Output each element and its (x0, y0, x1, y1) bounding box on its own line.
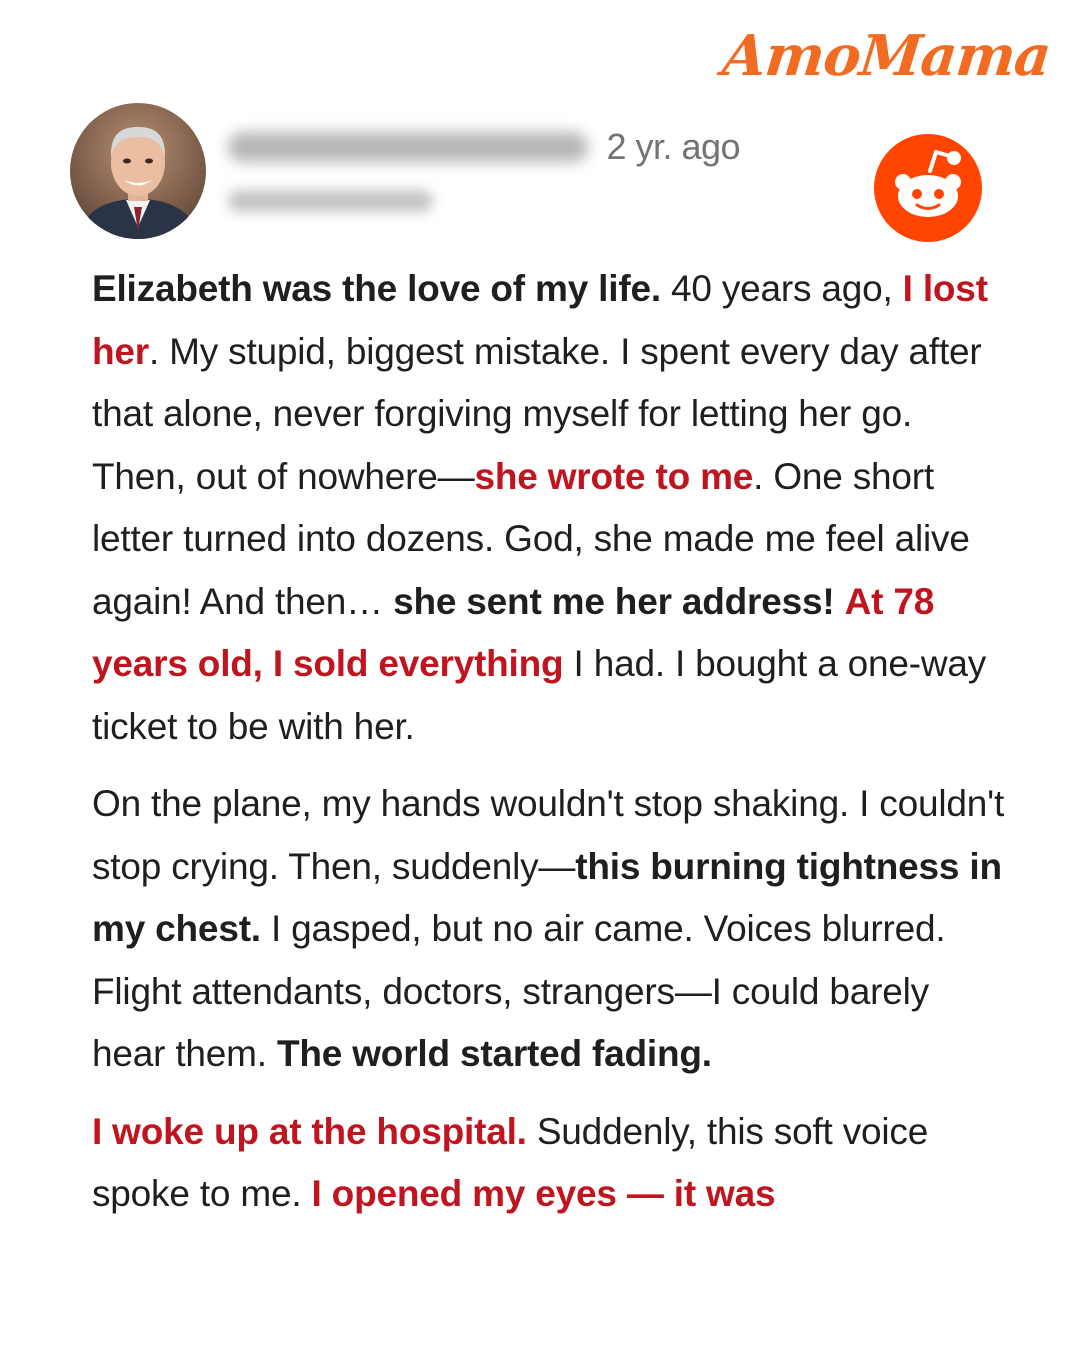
text-run: At 78 years old, I sold everything (92, 580, 935, 684)
text-run: . My stupid, biggest mistake. I spent every day after that alone, never forgiving myself for letting her go. Then, out of nowhere— (92, 330, 982, 497)
text-run: I gasped, but no air came. Voices blurred. Flight attendants, doctors, strangers—I could barely hear them. (92, 908, 946, 1074)
text-run: I opened my eyes — it was (311, 1173, 776, 1214)
text-run: this burning tightness in my chest. (92, 845, 1002, 949)
text-run: Suddenly, this soft voice spoke to me. (92, 1110, 929, 1214)
post-time: 2 yr. ago (606, 126, 741, 167)
text-run: 40 years ago, (660, 268, 903, 309)
text-run: I woke up at the hospital. (92, 1110, 527, 1152)
text-run: The world started fading. (276, 1033, 712, 1074)
subtitle-redacted (228, 190, 433, 212)
user-avatar[interactable] (70, 103, 206, 239)
text-run: I lost her (92, 268, 988, 372)
post-meta (228, 126, 740, 212)
text-run: Elizabeth was the love of my life. (92, 268, 661, 309)
paragraph-1 (92, 258, 1012, 758)
amomama-logo: AmoMama (719, 23, 1054, 89)
reddit-icon (874, 134, 982, 242)
text-run: she sent me her address! (393, 580, 835, 622)
user-photo-icon (70, 103, 206, 239)
text-run: On the plane, my hands wouldn't stop shaking. I couldn't stop crying. Then, suddenly— (92, 783, 1005, 887)
text-run: I had. I bought a one-way ticket to be with her. (92, 643, 987, 747)
post-body (92, 258, 1012, 1226)
paragraph-2 (92, 773, 1012, 1086)
text-run: . One short letter turned into dozens. God, she made me feel alive again! And then… (92, 455, 970, 622)
text-run: she wrote to me (474, 455, 754, 497)
text-run (835, 581, 845, 622)
paragraph-3 (92, 1101, 1012, 1226)
username-redacted (228, 132, 588, 162)
